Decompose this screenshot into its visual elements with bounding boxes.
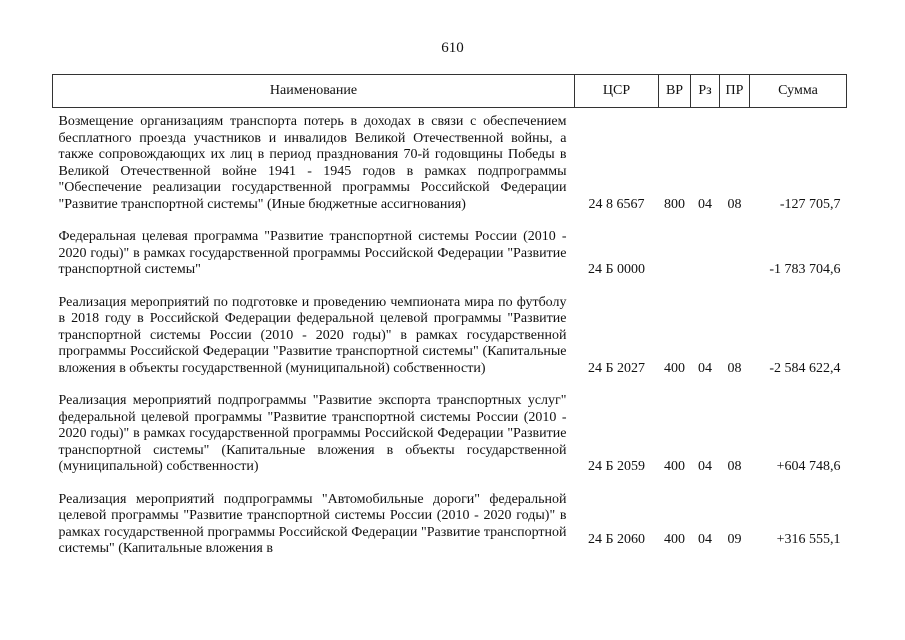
row-sum: +316 555,1: [776, 531, 841, 547]
row-sum: +604 748,6: [776, 459, 841, 474]
row-spacer: [53, 213, 847, 223]
row-sum: -2 584 622,4: [769, 360, 841, 376]
row-csr: 24 Б 0000: [587, 262, 646, 277]
row-sum: -1 783 704,6: [769, 262, 841, 277]
row-pr: [720, 223, 750, 279]
row-name: Реализация мероприятий подпрограммы "Развитие экспорта транспортных услуг" федеральной целевой программы "Развитие транспортной системы России (2010 - 2020 годы)" в рамках государственной программы Российской Федерации "Развитие транспортной системы" (Капитальные вложения в объекты государственной (муниципальной) собственности): [58, 393, 567, 474]
row-csr: 24 Б 2060: [587, 531, 646, 547]
row-name: Реализация мероприятий по подготовке и проведению чемпионата мира по футболу в 2018 году в Российской Федерации федеральной целевой программы "Развитие транспортной системы России (2010 - 2020 годы)" в рамках государственной программы Российской Федерации "Развитие транспортной системы" (Капитальные вложения в объекты государственной (муниципальной) собственности): [58, 294, 567, 376]
row-spacer: [53, 377, 847, 387]
row-vr: 400: [664, 531, 685, 547]
table-row: [53, 223, 847, 279]
header-rz: Рз: [691, 75, 720, 108]
row-pr: 08: [727, 459, 742, 474]
row-rz: 04: [698, 196, 712, 212]
row-csr: 24 8 6567: [588, 196, 645, 212]
row-rz: 04: [698, 531, 712, 547]
row-csr: 24 Б 2027: [587, 360, 646, 376]
row-vr: 800: [664, 196, 685, 212]
row-vr: 400: [664, 459, 685, 474]
row-rz: 04: [698, 360, 712, 376]
row-spacer: [53, 279, 847, 289]
row-vr: [659, 223, 691, 279]
table-header-row: [53, 75, 847, 108]
row-name: Возмещение организациям транспорта потерь в доходах в связи с обеспечением бесплатного проезда участников и инвалидов Великой Отечественной войны, а также сопровождающих их лиц в период празднования 70-й годовщины Победы в Великой Отечественной войне 1941 - 1945 годов в рамках подпрограммы "Обеспечение реализации государственной программы Российской Федерации "Развитие транспортной системы" (Иные бюджетные ассигнования): [58, 114, 567, 212]
budget-table: [52, 74, 847, 578]
row-sum: -127 705,7: [779, 196, 841, 212]
row-csr: 24 Б 2059: [587, 459, 646, 474]
row-rz: 04: [698, 459, 712, 474]
table-row: [53, 387, 847, 476]
row-rz: [691, 223, 720, 279]
header-csr: ЦСР: [575, 75, 659, 108]
table-row: [53, 486, 847, 578]
row-pr: 08: [727, 196, 742, 212]
header-sum: Сумма: [750, 75, 847, 108]
page-number: 610: [441, 40, 464, 56]
row-name: Федеральная целевая программа "Развитие транспортной системы России (2010 - 2020 годы)" в рамках государственной программы Российской Федерации "Развитие транспортной системы": [58, 229, 567, 277]
row-pr: 09: [727, 531, 742, 547]
row-name: Реализация мероприятий подпрограммы "Автомобильные дороги" федеральной целевой программы "Развитие транспортной системы России (2010 - 2020 годы)" в рамках государственной программы Российской Федерации "Развитие транспортной системы" (Капитальные вложения в: [58, 491, 567, 556]
header-pr: ПР: [720, 75, 750, 108]
row-pr: 08: [727, 360, 742, 376]
header-vr: ВР: [659, 75, 691, 108]
header-name: Наименование: [53, 75, 575, 108]
row-vr: 400: [664, 360, 685, 376]
table-row: [53, 108, 847, 214]
table-row: [53, 289, 847, 378]
row-spacer: [53, 476, 847, 486]
